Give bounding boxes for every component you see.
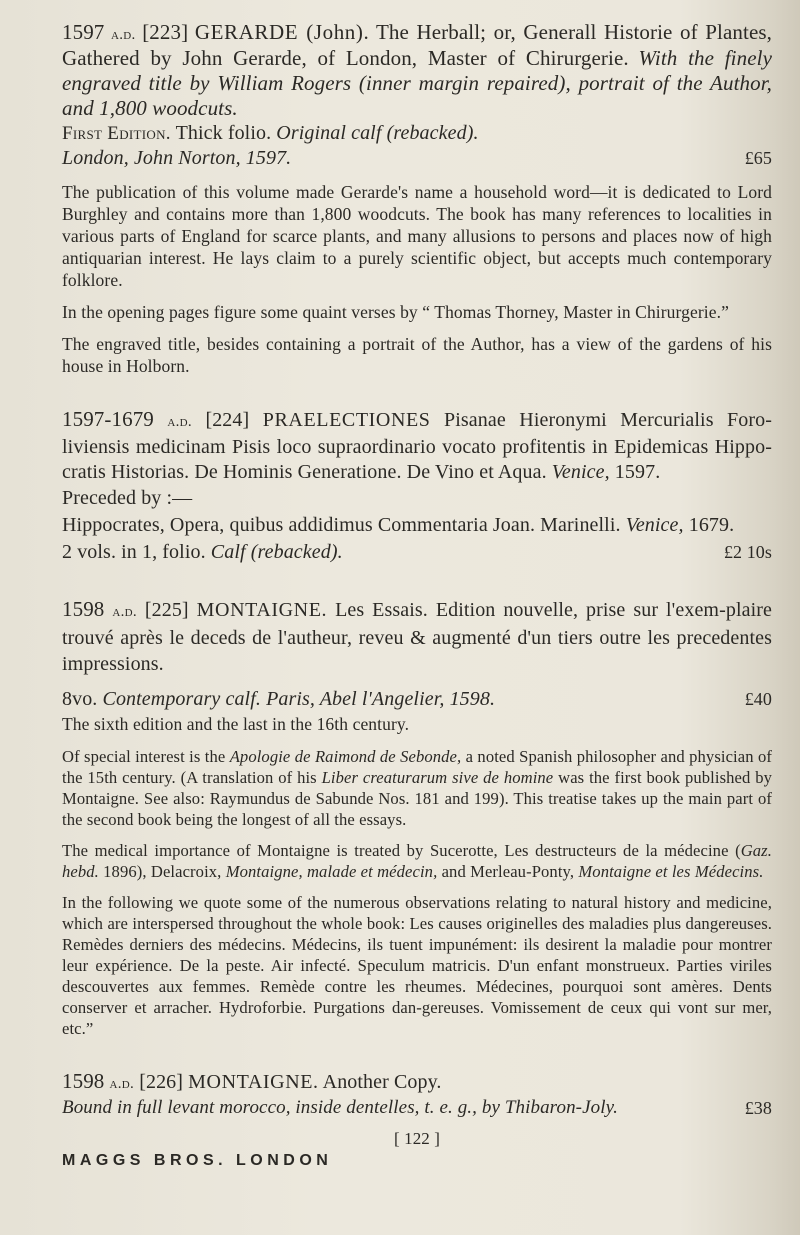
text-column — [62, 20, 772, 1172]
binding: Contemporary calf. Paris, Abel l'Angelier, 1598. — [102, 688, 496, 710]
note-paragraph — [62, 840, 772, 882]
entry-imprint — [62, 146, 772, 171]
entry-author: MONTAIGNE. — [196, 599, 328, 621]
entry-era: a.d. — [112, 604, 137, 620]
text-run: 1896), Delacroix, — [103, 862, 222, 881]
imprint-year: 1597. — [614, 461, 661, 483]
entry-edition — [62, 121, 772, 146]
text-run: and Merleau-Ponty, — [441, 862, 575, 881]
entry-number: [225] — [144, 599, 189, 621]
note-paragraph: In the opening pages figure some quaint verses by “ Thomas Thorney, Master in Chirurgerie.” — [62, 302, 729, 322]
imprint-place: Venice, — [625, 514, 684, 536]
preceded-by: Preceded by :— — [62, 487, 193, 509]
entry-heading — [62, 1069, 772, 1096]
entry-title: The Herball; or, Generall Historie of Plantes, Gathered by John Gerarde, of London, Master of Chirurgerie. — [62, 20, 772, 70]
note-paragraph: The publication of this volume made Gerarde's name a household word—it is dedicated to Lord Burghley and contains more than 1,800 woodcuts. The book has many references to localities in various parts of England for scarce plants, and many allusions to persons and places now of high antiquarian interest. He lays claim to a purely scientific object, but accepts much contemporary folklore. — [62, 182, 772, 290]
entry-226 — [62, 1069, 772, 1120]
imprint: London, John Norton, 1597. — [62, 147, 292, 169]
text-run-italic: Liber creaturarum sive de homine — [321, 768, 554, 787]
entry-heading — [62, 407, 772, 485]
text-run-italic: Montaigne et les Médecins. — [578, 862, 764, 881]
note-paragraph: The sixth edition and the last in the 16th century. — [62, 714, 410, 734]
text-run: was the first book published by Montaigne. See also: Raymundus de Sabunde Nos. 181 and 199). This treatise takes up the main part of the second book being the longest of all the essays. — [62, 768, 773, 829]
entry-title: Another Copy. — [322, 1071, 442, 1093]
price: £65 — [744, 148, 772, 168]
entry-heading — [62, 596, 772, 677]
entry-author: PRAELECTIONES — [262, 409, 431, 431]
entry-line — [62, 512, 772, 539]
entry-date: 1597 — [62, 20, 105, 44]
binding: Bound in full levant morocco, inside dentelles, t. e. g., by Thibaron-Joly. — [62, 1097, 618, 1118]
text-run: a noted Spanish philosopher and physician of the 15th century. (A translation of his — [62, 747, 772, 787]
note-paragraph — [62, 746, 772, 830]
entry-format — [62, 539, 772, 566]
publisher-footer: MAGGS BROS. LONDON — [62, 1152, 333, 1169]
entry-date: 1597-1679 — [62, 407, 154, 431]
text-run-italic: Gaz. hebd. — [62, 841, 772, 881]
price: £38 — [744, 1098, 772, 1118]
entry-date: 1598 — [62, 1069, 105, 1093]
imprint-place: Venice, — [551, 461, 610, 483]
edition-label: First Edition. — [62, 123, 171, 144]
second-title: Hippocrates, Opera, quibus addidimus Commentaria Joan. Marinelli. — [62, 514, 621, 536]
text-run: Of special interest is the — [62, 747, 226, 766]
entry-author: GERARDE (John). — [194, 20, 370, 44]
text-run: The medical importance of Montaigne is treated by Sucerotte, Les destructeurs de la médecine ( — [62, 841, 741, 860]
format: Thick folio. — [175, 122, 272, 144]
entry-era: a.d. — [111, 27, 136, 43]
entry-description: With the finely engraved title by William Rogers (inner margin repaired), portrait of the Author, and 1,800 woodcuts. — [62, 46, 772, 120]
entry-binding — [62, 1096, 772, 1120]
entry-format — [62, 687, 772, 712]
binding: Calf (rebacked). — [210, 541, 343, 563]
page-number: [ 122 ] — [393, 1129, 441, 1148]
entry-224 — [62, 407, 772, 566]
price: £40 — [744, 689, 772, 709]
entry-title: Les Essais. Edition nouvelle, prise sur l'exem-plaire trouvé après le deceds de l'autheur, reveu & augmenté d'un tiers outre les precedentes impressions. — [62, 599, 772, 675]
entry-title: Pisanae Hieronymi Mercurialis Foro-liviensis medicinam Pisis loco supraordinario vocato profitentis in Epidemicas Hippo-cratis Historias. De Hominis Generatione. De Vino et Aqua. — [62, 409, 772, 483]
entry-heading — [62, 20, 772, 121]
entry-number: [224] — [205, 409, 250, 431]
entry-era: a.d. — [167, 414, 192, 430]
entry-number: [223] — [142, 20, 189, 44]
text-run-italic: Montaigne, malade et médecin, — [225, 862, 438, 881]
entry-date: 1598 — [62, 597, 105, 621]
entry-era: a.d. — [109, 1076, 135, 1092]
entry-223 — [62, 20, 772, 377]
entry-author: MONTAIGNE. — [188, 1071, 319, 1093]
imprint-year: 1679. — [688, 514, 735, 536]
note-paragraph: In the following we quote some of the numerous observations relating to natural history and medicine, which are interspersed throughout the whole book: Les causes originelles des maladies plus dangereuses. Remèdes derniers des médecins. Médecins, ils tuent impunément: ils desirent la maladie pour montrer leur expérience. De la peste. Air infecté. Speculum matricis. D'un enfant monstrueux. Parties viriles descouvertes aux femmes. Remède contre les rheumes. Médecines, pourquoi sont amères. Dents conserver et arracher. Hydroforbie. Purgations dan-gereuses. Vomissement de ceux qui vont sur mer, etc.” — [62, 893, 772, 1038]
format: 2 vols. in 1, folio. — [62, 541, 206, 563]
entry-225 — [62, 596, 772, 1039]
note-paragraph: The engraved title, besides containing a portrait of the Author, has a view of the gardens of his house in Holborn. — [62, 334, 772, 376]
price: £2 10s — [723, 542, 772, 562]
binding: Original calf (rebacked). — [276, 122, 479, 144]
entry-number: [226] — [139, 1071, 184, 1093]
format: 8vo. — [62, 688, 98, 710]
text-run-italic: Apologie de Raimond de Sebonde, — [229, 747, 462, 766]
